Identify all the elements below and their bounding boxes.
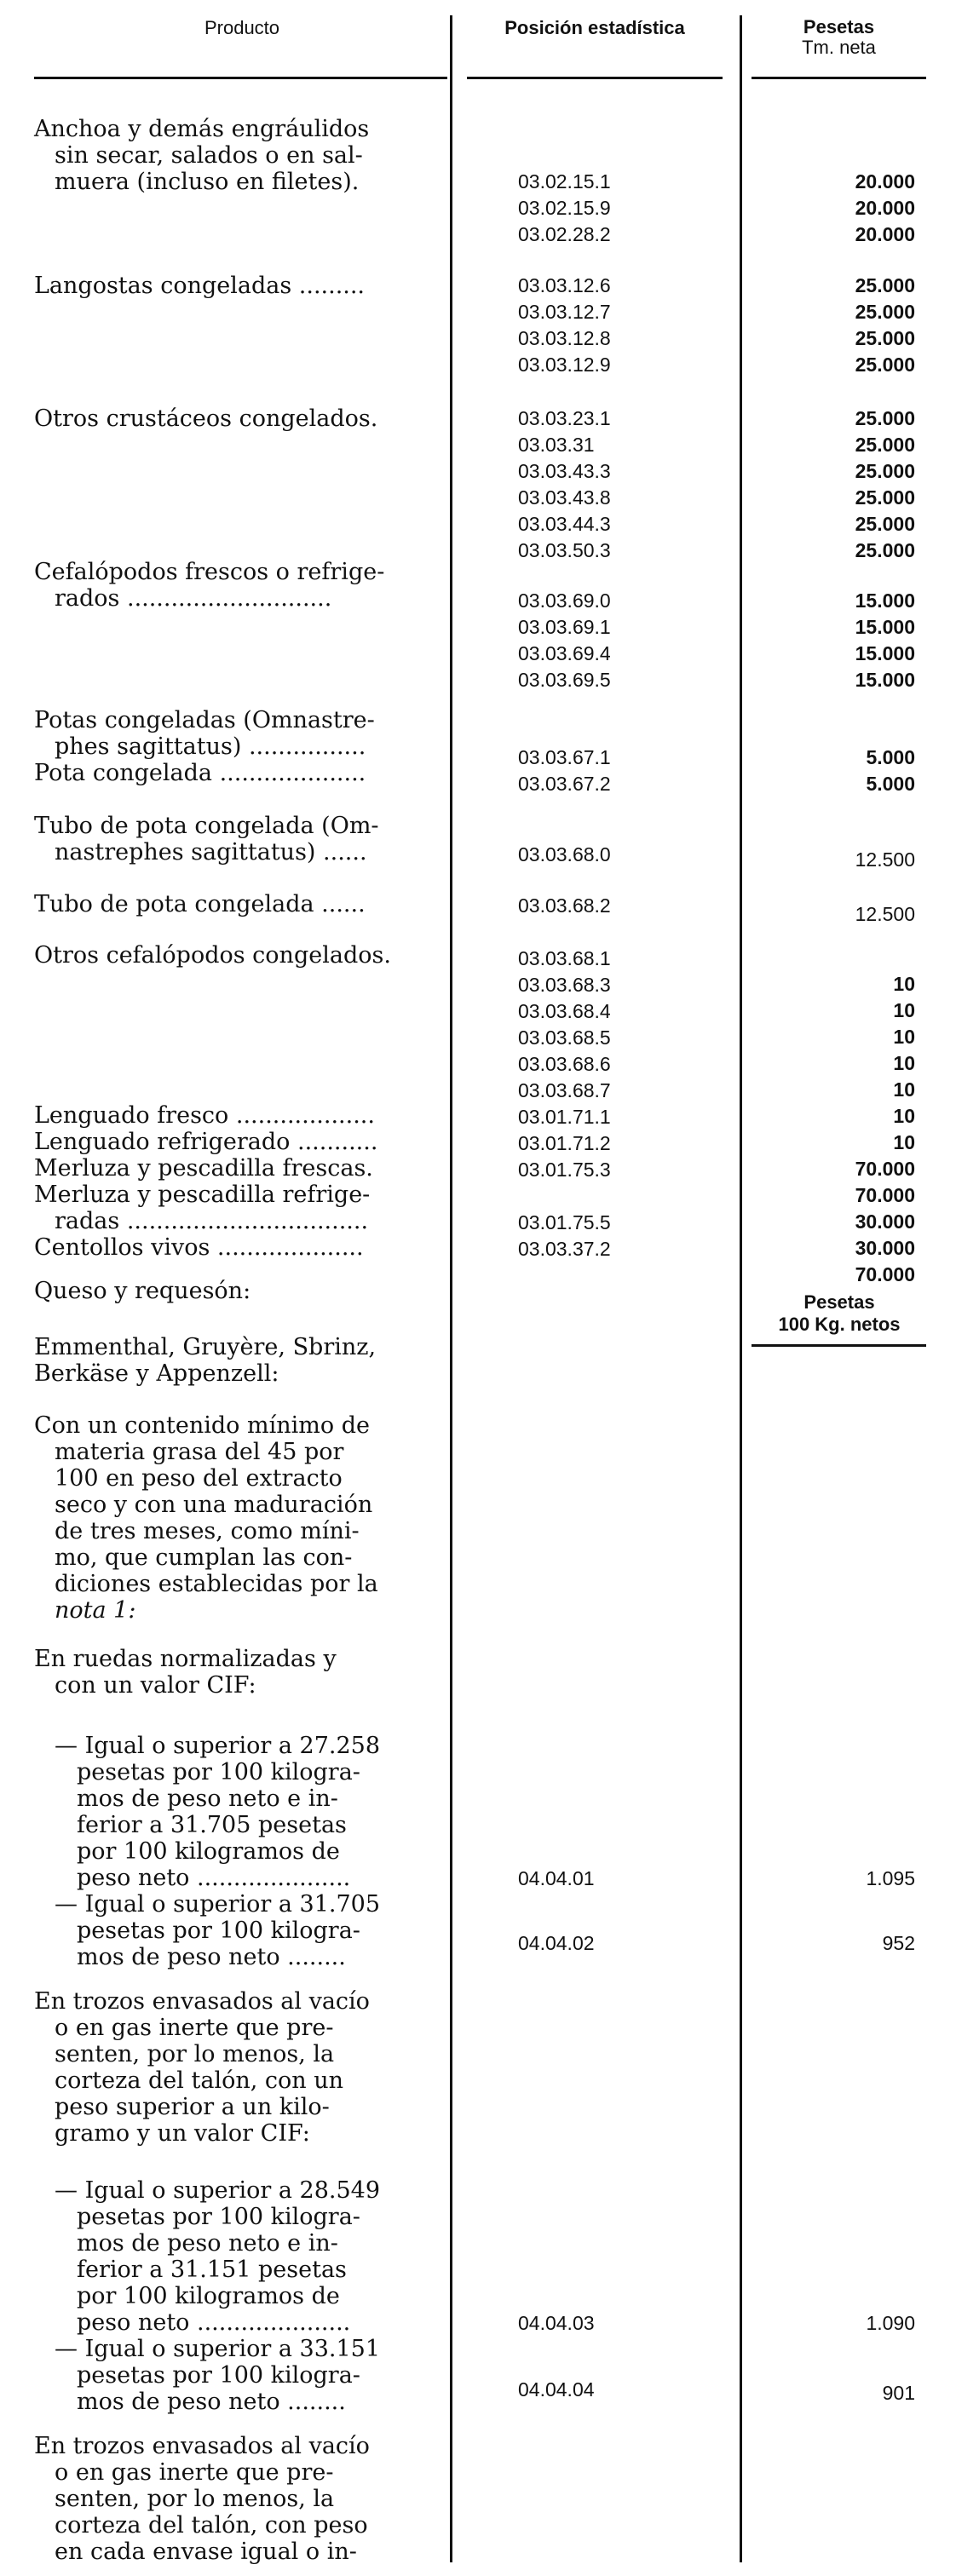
product-line: rados ............................ (55, 585, 332, 612)
product-line: corteza del talón, con un (55, 2067, 344, 2094)
position-code: 03.01.71.1 (518, 1106, 611, 1128)
position-code: 04.04.03 (518, 2312, 595, 2334)
product-anchoa (34, 116, 450, 195)
queso-trozos-t1 (34, 2177, 450, 2415)
product-line: pesetas por 100 kilogra- (77, 1759, 360, 1785)
product-line: — Igual o superior a 28.549 (55, 2177, 381, 2204)
value-tubo-1 (745, 847, 915, 873)
product-tubo-2 (34, 891, 450, 917)
value: 70.000 (855, 1158, 915, 1180)
position-code: 03.03.12.9 (518, 354, 611, 376)
position-r1 (518, 1866, 595, 1892)
value: 12.500 (855, 903, 915, 925)
position-code: 03.03.12.6 (518, 274, 611, 296)
position-code: 03.03.68.3 (518, 974, 611, 996)
queso-trozos (34, 1988, 450, 2147)
product-line: corteza del talón, con peso (55, 2512, 368, 2539)
value: 30.000 (855, 1237, 915, 1259)
values-potas (745, 745, 915, 797)
column-divider-right (740, 15, 742, 2562)
position-code: 03.03.43.3 (518, 460, 611, 482)
product-line: Merluza y pescadilla frescas. (34, 1155, 373, 1182)
product-line: ferior a 31.151 pesetas (77, 2257, 347, 2283)
product-line: Lenguado refrigerado ........... (34, 1129, 378, 1155)
position-code: 03.03.68.2 (518, 894, 611, 917)
product-line: diciones establecidas por la (55, 1571, 378, 1597)
value: 1.095 (866, 1867, 915, 1889)
value: 70.000 (855, 1263, 915, 1285)
value: 25.000 (855, 407, 915, 429)
value: 25.000 (855, 274, 915, 296)
values-otros-cefalopodos (745, 971, 915, 1288)
values-cefalopodos (745, 588, 915, 693)
queso-conditions (34, 1412, 450, 1624)
product-line: mo, que cumplan las con- (55, 1544, 353, 1571)
product-pescados (34, 1102, 450, 1261)
product-line: Lenguado fresco ................... (34, 1102, 375, 1129)
product-line: nota 1: (55, 1597, 136, 1624)
position-code: 03.03.44.3 (518, 513, 611, 535)
product-line: Queso y requesón: (34, 1278, 251, 1304)
product-line: 100 en peso del extracto (55, 1465, 343, 1492)
position-code: 03.03.37.2 (518, 1238, 611, 1260)
product-line: senten, por lo menos, la (55, 2486, 335, 2512)
value: 10 (893, 999, 915, 1021)
position-code: 03.03.69.1 (518, 616, 611, 638)
value: 25.000 (855, 327, 915, 349)
product-tubo-1 (34, 813, 450, 865)
value: 15.000 (855, 669, 915, 691)
product-line: mos de peso neto ........ (77, 2389, 346, 2415)
unit-line1: Pesetas (803, 1291, 875, 1313)
product-line: por 100 kilogramos de (77, 2283, 340, 2309)
product-cefalopodos (34, 559, 450, 612)
product-line: peso neto ..................... (77, 2309, 351, 2336)
product-line: ferior a 31.705 pesetas (77, 1812, 347, 1838)
position-code: 03.03.12.7 (518, 301, 611, 323)
value: 25.000 (855, 486, 915, 509)
position-code: 03.02.15.9 (518, 197, 611, 219)
product-line: — Igual o superior a 33.151 (55, 2336, 381, 2362)
values-crustaceos (745, 405, 915, 564)
position-code: 03.01.75.5 (518, 1211, 611, 1233)
product-line: con un valor CIF: (55, 1672, 256, 1699)
product-line: Anchoa y demás engráulidos (34, 116, 370, 142)
product-line: Otros crustáceos congelados. (34, 405, 378, 432)
unit-line2: 100 Kg. netos (778, 1314, 901, 1335)
position-code: 03.03.68.5 (518, 1026, 611, 1049)
positions-cefalopodos (518, 588, 611, 693)
value-r2 (745, 1930, 915, 1957)
product-line: senten, por lo menos, la (55, 2041, 335, 2067)
product-line: por 100 kilogramos de (77, 1838, 340, 1865)
value-r1 (745, 1866, 915, 1892)
position-code: 03.02.28.2 (518, 223, 611, 245)
product-line: Con un contenido mínimo de (34, 1412, 370, 1439)
product-line: Potas congeladas (Omnastre- (34, 707, 375, 733)
product-line: mos de peso neto ........ (77, 1944, 346, 1970)
value: 30.000 (855, 1210, 915, 1233)
product-line: pesetas por 100 kilogra- (77, 2204, 360, 2230)
header-rule-col3 (752, 77, 926, 79)
product-potas (34, 707, 450, 786)
positions-anchoa (518, 169, 611, 248)
product-line: Pota congelada .................... (34, 760, 366, 786)
queso-subtitle (34, 1334, 450, 1387)
value: 25.000 (855, 460, 915, 482)
product-line: de tres meses, como míni- (55, 1518, 360, 1544)
product-line: mos de peso neto e in- (77, 2230, 338, 2257)
product-line: sin secar, salados o en sal- (55, 142, 363, 169)
position-code: 04.04.01 (518, 1867, 595, 1889)
value: 20.000 (855, 197, 915, 219)
value: 20.000 (855, 223, 915, 245)
position-code: 03.03.68.4 (518, 1000, 611, 1022)
value: 10 (893, 1078, 915, 1101)
position-code: 03.03.68.1 (518, 947, 611, 969)
product-line: Tubo de pota congelada ...... (34, 891, 366, 917)
position-code: 04.04.02 (518, 1932, 595, 1954)
product-line: peso neto ..................... (77, 1865, 351, 1891)
positions-potas (518, 745, 611, 797)
product-line: o en gas inerte que pre- (55, 2015, 334, 2041)
header-posicion: Posición estadística (504, 17, 685, 38)
product-line: phes sagittatus) ................ (55, 733, 366, 760)
position-r2 (518, 1930, 595, 1957)
position-tubo-1 (518, 842, 611, 868)
header-producto: Producto (204, 17, 280, 38)
value: 10 (893, 1131, 915, 1153)
position-code: 03.03.43.8 (518, 486, 611, 509)
value-t1 (745, 2310, 915, 2337)
value: 70.000 (855, 1184, 915, 1206)
queso-ruedas (34, 1646, 450, 1699)
values-anchoa (745, 169, 915, 248)
position-code: 03.03.69.4 (518, 642, 611, 664)
position-code: 03.03.31 (518, 434, 595, 456)
position-code (518, 1183, 611, 1210)
product-line: pesetas por 100 kilogra- (77, 2362, 360, 2389)
product-line: materia grasa del 45 por (55, 1439, 344, 1465)
position-tubo-2 (518, 893, 611, 919)
product-line: en cada envase igual o in- (55, 2539, 357, 2565)
value: 952 (882, 1932, 915, 1954)
value: 10 (893, 1105, 915, 1127)
position-t2 (518, 2377, 595, 2403)
value: 12.500 (855, 848, 915, 871)
position-code: 03.03.68.0 (518, 843, 611, 865)
position-code: 03.01.75.3 (518, 1159, 611, 1181)
unit-rule-col3 (752, 1344, 926, 1347)
product-line: Merluza y pescadilla refrige- (34, 1182, 371, 1208)
values-langostas (745, 273, 915, 378)
header-pesetas-line1: Pesetas (803, 16, 875, 37)
position-code: 03.03.68.7 (518, 1079, 611, 1101)
value: 5.000 (866, 773, 915, 795)
value-t2 (745, 2380, 915, 2406)
product-line: seco y con una maduración (55, 1492, 373, 1518)
position-code: 03.03.67.2 (518, 773, 611, 795)
product-line: gramo y un valor CIF: (55, 2120, 310, 2147)
queso-trozos-2 (34, 2433, 450, 2565)
value: 25.000 (855, 513, 915, 535)
position-code: 03.02.15.1 (518, 170, 611, 193)
product-otros-cefalopodos (34, 942, 450, 969)
product-line: nastrephes sagittatus) ...... (55, 839, 367, 865)
product-line: Tubo de pota congelada (Om- (34, 813, 379, 839)
header-pesetas (752, 17, 926, 58)
value: 15.000 (855, 642, 915, 664)
value-tubo-2 (745, 901, 915, 928)
product-langostas (34, 273, 450, 299)
value: 15.000 (855, 589, 915, 612)
position-code: 03.03.12.8 (518, 327, 611, 349)
product-crustaceos (34, 405, 450, 432)
product-line: Langostas congeladas ......... (34, 273, 366, 299)
product-line: En trozos envasados al vacío (34, 2433, 370, 2459)
product-line: o en gas inerte que pre- (55, 2459, 334, 2486)
value: 15.000 (855, 616, 915, 638)
value: 25.000 (855, 434, 915, 456)
product-line: radas ................................. (55, 1208, 369, 1234)
product-line: Berkäse y Appenzell: (34, 1360, 279, 1387)
product-line: Centollos vivos .................... (34, 1234, 364, 1261)
product-line: En trozos envasados al vacío (34, 1988, 370, 2015)
position-t1 (518, 2310, 595, 2337)
value: 5.000 (866, 746, 915, 768)
product-line: Cefalópodos frescos o refrige- (34, 559, 385, 585)
position-code: 04.04.04 (518, 2378, 595, 2401)
product-line: mos de peso neto e in- (77, 1785, 338, 1812)
value: 10 (893, 973, 915, 995)
value: 901 (882, 2382, 915, 2404)
position-code: 03.03.69.5 (518, 669, 611, 691)
positions-crustaceos (518, 405, 611, 564)
value: 10 (893, 1026, 915, 1048)
position-code: 03.03.68.6 (518, 1053, 611, 1075)
position-code: 03.03.69.0 (518, 589, 611, 612)
product-line: peso superior a un kilo- (55, 2094, 330, 2120)
unit-100kg (750, 1291, 929, 1336)
position-code: 03.01.71.2 (518, 1132, 611, 1154)
positions-otros-cefalopodos (518, 946, 611, 1262)
value: 25.000 (855, 354, 915, 376)
queso-ruedas-r1 (34, 1733, 450, 1970)
product-line: pesetas por 100 kilogra- (77, 1918, 360, 1944)
header-rule-col1 (34, 77, 447, 79)
value: 25.000 (855, 301, 915, 323)
header-pesetas-line2: Tm. neta (802, 37, 876, 58)
product-line: Otros cefalópodos congelados. (34, 942, 391, 969)
value: 25.000 (855, 539, 915, 561)
value: 20.000 (855, 170, 915, 193)
positions-langostas (518, 273, 611, 378)
product-line: — Igual o superior a 27.258 (55, 1733, 381, 1759)
position-code: 03.03.23.1 (518, 407, 611, 429)
product-line: — Igual o superior a 31.705 (55, 1891, 381, 1918)
product-line: muera (incluso en filetes). (55, 169, 360, 195)
position-code: 03.03.67.1 (518, 746, 611, 768)
product-line: En ruedas normalizadas y (34, 1646, 337, 1672)
header-rule-col2 (467, 77, 723, 79)
position-code: 03.03.50.3 (518, 539, 611, 561)
column-divider-left (450, 15, 452, 2562)
queso-title (34, 1278, 450, 1304)
product-line: Emmenthal, Gruyère, Sbrinz, (34, 1334, 377, 1360)
value: 10 (893, 1052, 915, 1074)
value: 1.090 (866, 2312, 915, 2334)
